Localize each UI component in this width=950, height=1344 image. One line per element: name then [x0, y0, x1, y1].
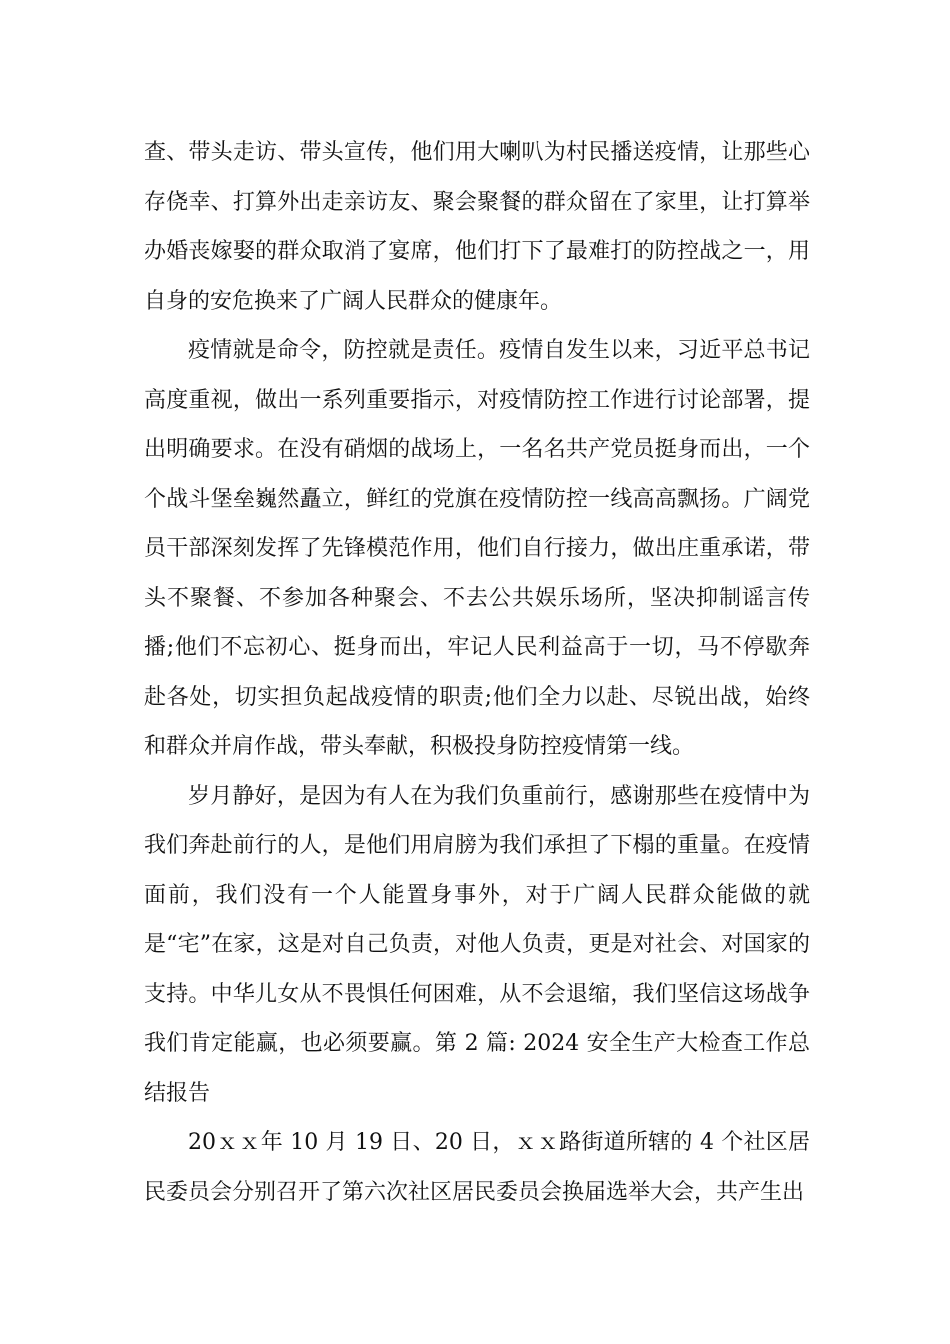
paragraph-2: 疫情就是命令，防控就是责任。疫情自发生以来，习近平总书记高度重视，做出一系列重要指示，对疫情防控工作进行讨论部署，提出明确要求。在没有硝烟的战场上，一名名共产党员挺身而出，一个个战斗堡垒巍然矗立，鲜红的党旗在疫情防控一线高高飘扬。广阔党员干部深刻发挥了先锋模范作用，他们自行接力，做出庄重承诺，带头不聚餐、不参加各种聚会、不去公共娱乐场所，坚决抑制谣言传播;他们不忘初心、挺身而出，牢记人民利益高于一切，马不停歇奔赴各处，切实担负起战疫情的职责;他们全力以赴、尽锐出战，始终和群众并肩作战，带头奉献，积极投身防控疫情第一线。 — [144, 338, 810, 759]
document-body — [144, 128, 810, 1217]
paragraph-4: 20ｘｘ年 10 月 19 日、20 日，ｘｘ路街道所辖的 4 个社区居民委员会分别召开了第六次社区居民委员会换届选举大会，共产生出 — [144, 1130, 810, 1205]
paragraph-3: 岁月静好，是因为有人在为我们负重前行，感谢那些在疫情中为我们奔赴前行的人，是他们用肩膀为我们承担了下榻的重量。在疫情面前，我们没有一个人能置身事外，对于广阔人民群众能做的就是“宅”在家，这是对自己负责，对他人负责，更是对社会、对国家的支持。中华儿女从不畏惧任何困难，从不会退缩，我们坚信这场战争我们肯定能赢，也必须要赢。第 2 篇: 2024 安全生产大检查工作总结报告 — [144, 783, 810, 1106]
paragraph-1: 查、带头走访、带头宣传，他们用大喇叭为村民播送疫情，让那些心存侥幸、打算外出走亲访友、聚会聚餐的群众留在了家里，让打算举办婚丧嫁娶的群众取消了宴席，他们打下了最难打的防控战之一，用自身的安危换来了广阔人民群众的健康年。 — [144, 140, 810, 314]
